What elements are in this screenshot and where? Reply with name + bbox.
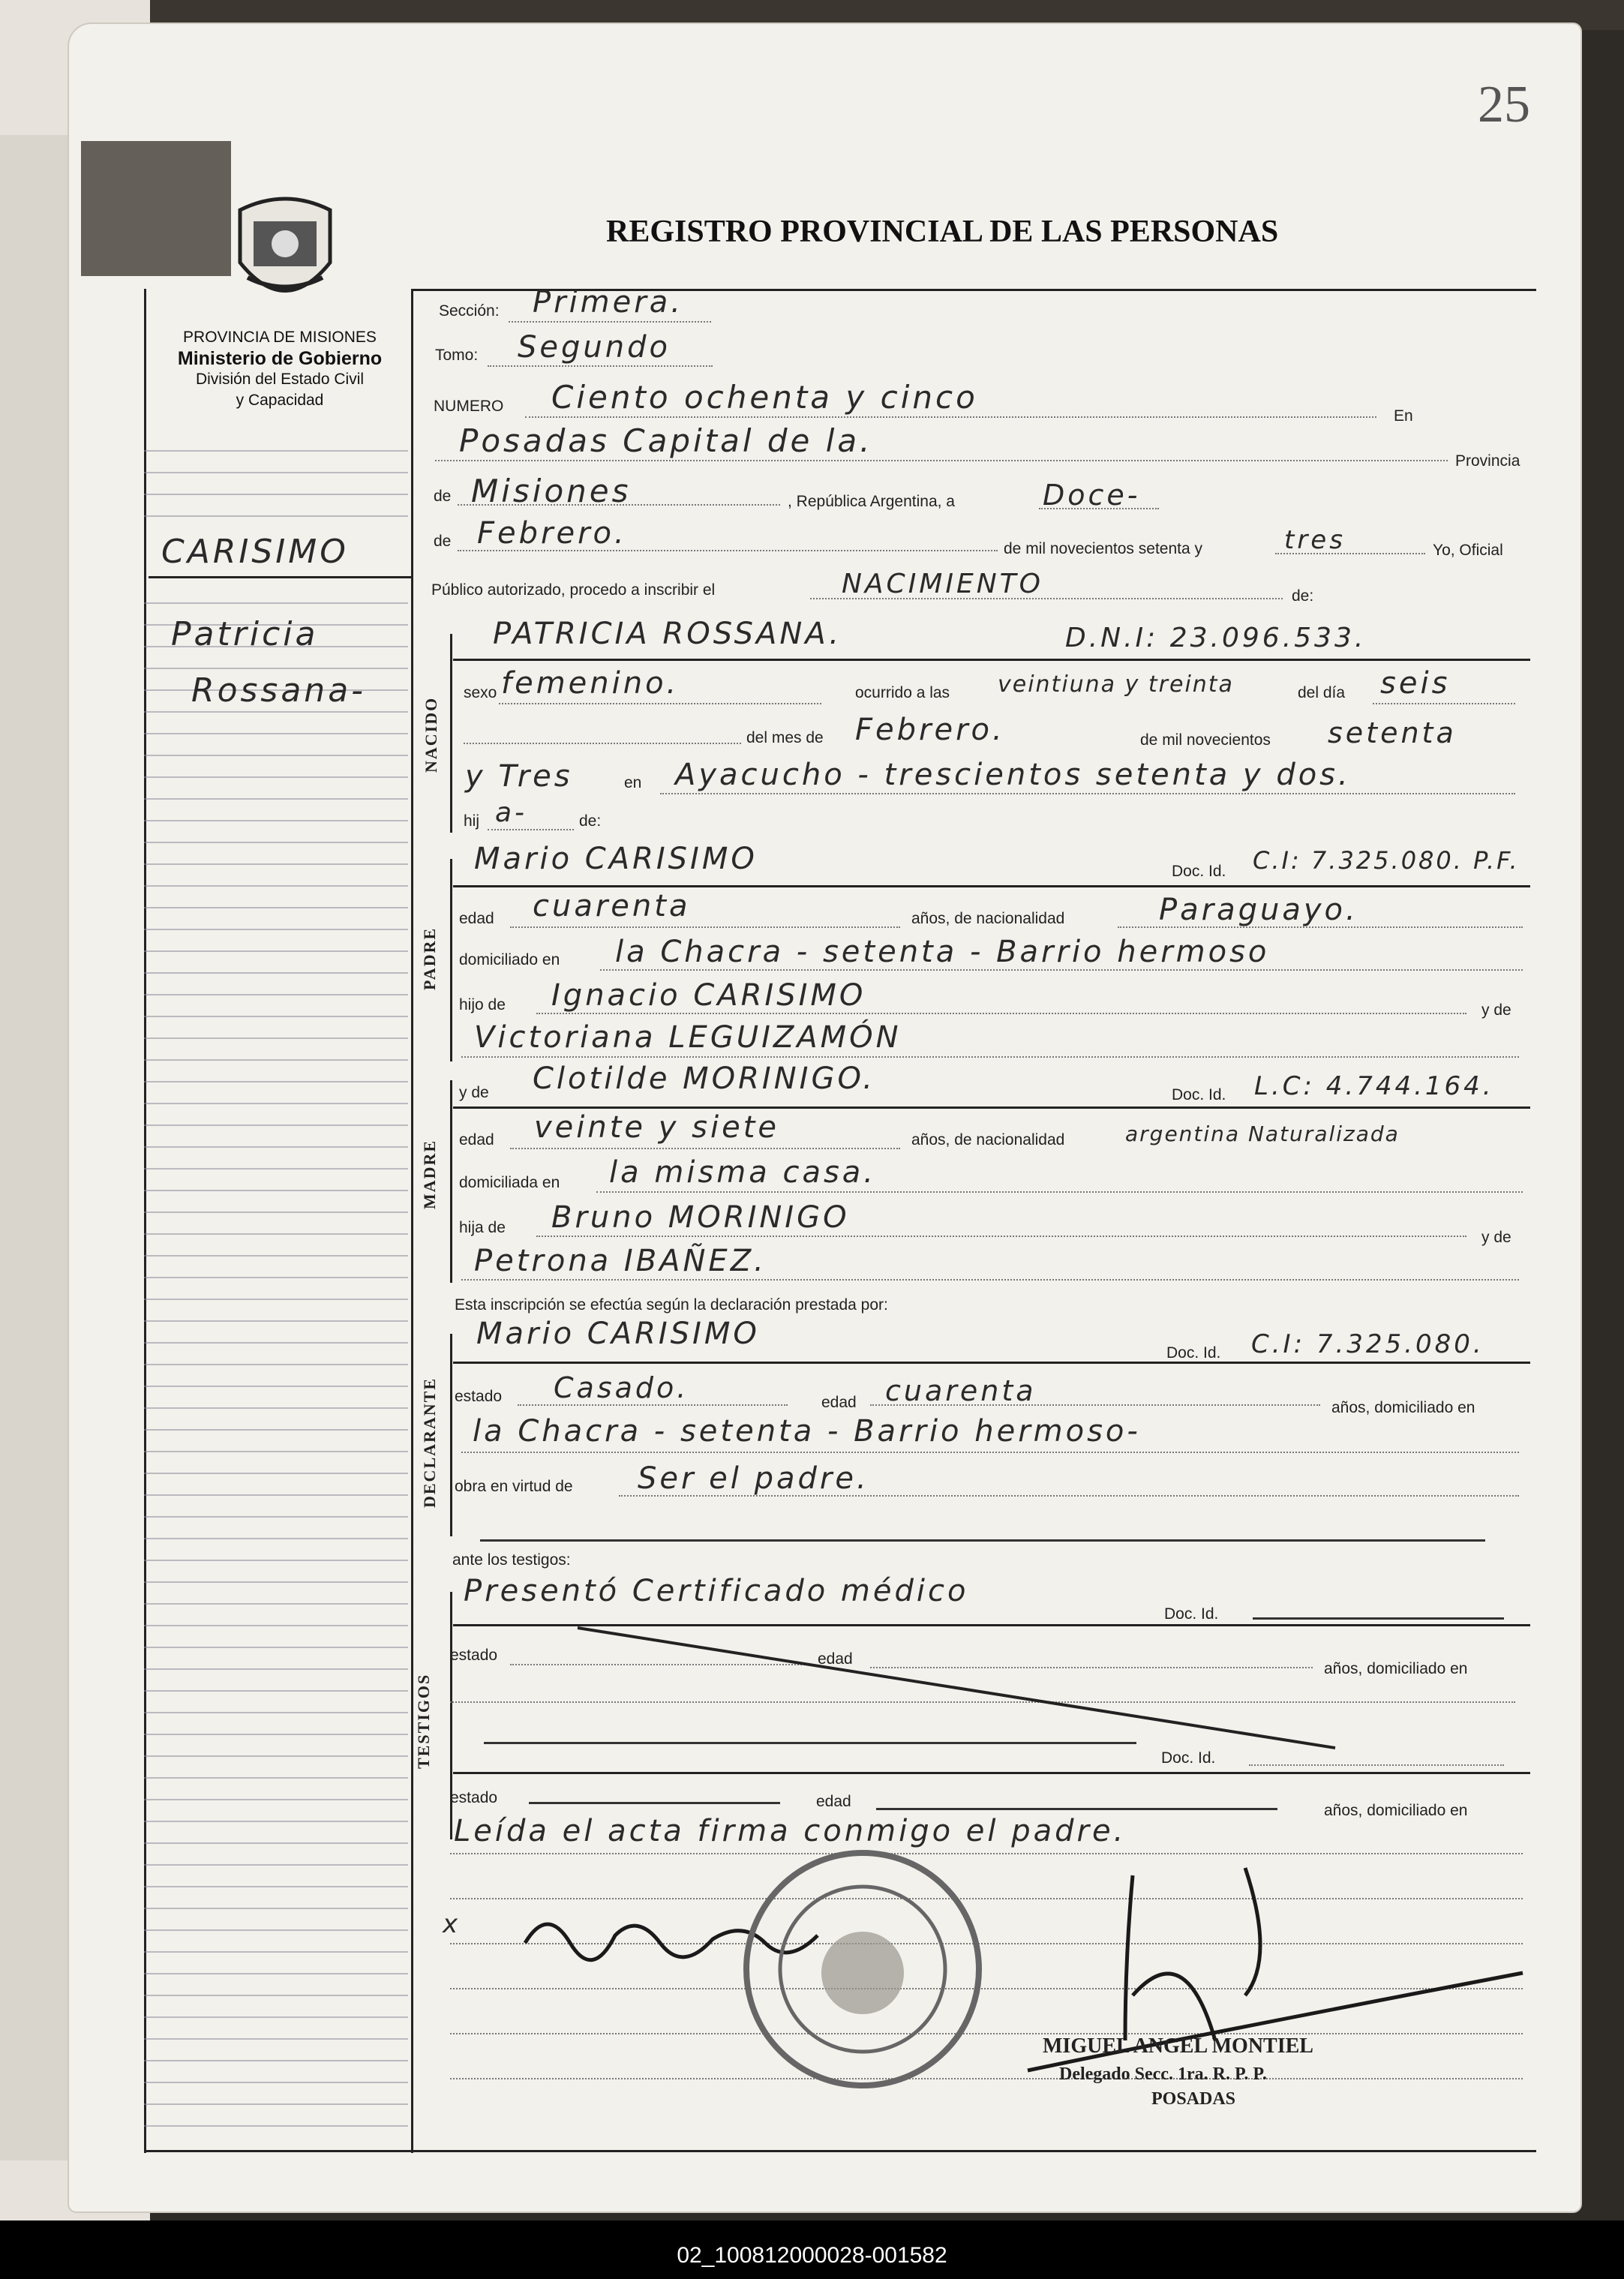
value-tomo: Segundo bbox=[518, 330, 671, 365]
margin-ruled-line bbox=[144, 1755, 408, 1757]
dotted-line bbox=[510, 926, 900, 928]
label-hijo-de: hijo de bbox=[459, 996, 506, 1013]
margin-ruled-line bbox=[144, 1908, 408, 1909]
margin-ruled-line bbox=[144, 1277, 408, 1278]
dotted-line bbox=[488, 829, 574, 830]
label-del-mes: del mes de bbox=[746, 729, 824, 746]
left-border bbox=[144, 289, 146, 2153]
dotted-line bbox=[660, 793, 1515, 794]
value-mother-mother: Petrona IBAÑEZ. bbox=[474, 1244, 767, 1278]
margin-ruled-line bbox=[144, 602, 408, 604]
dotted-line bbox=[488, 365, 713, 367]
margin-ruled-line bbox=[144, 1712, 408, 1713]
label-de-mil-2: de mil novecientos bbox=[1140, 731, 1271, 749]
value-act: NACIMIENTO bbox=[842, 569, 1043, 599]
margin-ruled-line bbox=[144, 972, 408, 974]
dotted-line bbox=[536, 1013, 1466, 1014]
margin-ruled-line bbox=[144, 907, 408, 908]
margin-ruled-line bbox=[144, 994, 408, 995]
value-provincia: Misiones bbox=[471, 473, 632, 509]
madre-top-rule bbox=[453, 1106, 1530, 1109]
dotted-line bbox=[525, 416, 1376, 418]
dotted-line bbox=[1118, 926, 1523, 928]
margin-ruled-line bbox=[144, 2125, 408, 2127]
page-number: 25 bbox=[1478, 76, 1530, 134]
padre-bracket bbox=[450, 859, 452, 1061]
label-tomo: Tomo: bbox=[435, 347, 479, 364]
value-witness-note: Presentó Certificado médico bbox=[464, 1574, 969, 1608]
label-ante-testigos: ante los testigos: bbox=[452, 1551, 571, 1569]
margin-ruled-line bbox=[144, 1255, 408, 1257]
value-birth-day: seis bbox=[1380, 666, 1451, 701]
label-anios-nac: años, de nacionalidad bbox=[911, 910, 1065, 927]
label-domiciliada: domiciliada en bbox=[459, 1174, 560, 1191]
value-declarant-dom: la Chacra - setenta - Barrio hermoso- bbox=[473, 1414, 1141, 1449]
value-father-dom: la Chacra - setenta - Barrio hermoso bbox=[615, 935, 1270, 969]
nacido-top-rule bbox=[453, 659, 1530, 661]
margin-ruled-line bbox=[144, 1625, 408, 1626]
margin-ruled-line bbox=[144, 1146, 408, 1148]
value-mother-age: veinte y siete bbox=[534, 1110, 779, 1145]
margin-ruled-line bbox=[144, 1821, 408, 1822]
margin-ruled-line bbox=[144, 863, 408, 865]
dotted-line bbox=[536, 1236, 1466, 1237]
label-anios-dom-2: años, domiciliado en bbox=[1324, 1660, 1468, 1677]
label-de-colon: de: bbox=[1292, 587, 1314, 605]
dotted-line bbox=[461, 1056, 1519, 1058]
margin-ruled-line bbox=[144, 1407, 408, 1409]
margin-ruled-line bbox=[144, 1734, 408, 1735]
margin-ruled-line bbox=[144, 950, 408, 952]
dotted-line bbox=[461, 1279, 1519, 1281]
margin-ruled-line bbox=[144, 1386, 408, 1387]
margin-ruled-line bbox=[144, 842, 408, 843]
side-label-nacido: NACIDO bbox=[422, 696, 440, 773]
margin-ruled-line bbox=[144, 1473, 408, 1474]
margin-ruled-line bbox=[144, 820, 408, 821]
margin-ruled-line bbox=[144, 1168, 408, 1170]
margin-ruled-line bbox=[144, 1059, 408, 1061]
margin-ruled-line bbox=[144, 494, 408, 495]
margin-ruled-line bbox=[144, 1842, 408, 1844]
margin-ruled-line bbox=[144, 1429, 408, 1431]
margin-ruled-line bbox=[144, 1864, 408, 1866]
margin-ruled-line bbox=[144, 1799, 408, 1800]
margin-ruled-line bbox=[144, 1973, 408, 1974]
label-doc-id-3: Doc. Id. bbox=[1166, 1344, 1221, 1362]
margin-ruled-line bbox=[144, 1538, 408, 1539]
margin-ruled-line bbox=[144, 1103, 408, 1104]
margin-ruled-line bbox=[144, 2016, 408, 2018]
margin-ruled-line bbox=[144, 1320, 408, 1322]
value-mother-doc: L.C: 4.744.164. bbox=[1254, 1071, 1494, 1101]
side-label-declarante: DECLARANTE bbox=[420, 1377, 439, 1508]
margin-ruled-line bbox=[144, 1690, 408, 1692]
value-numero: Ciento ochenta y cinco bbox=[551, 379, 978, 416]
margin-ruled-line bbox=[144, 755, 408, 756]
margin-ruled-line bbox=[144, 798, 408, 800]
margin-ruled-line bbox=[144, 1190, 408, 1191]
dotted-line bbox=[1373, 703, 1515, 704]
value-father-doc: C.I: 7.325.080. P.F. bbox=[1253, 846, 1520, 875]
surname-rule bbox=[149, 575, 411, 578]
value-declarant-age: cuarenta bbox=[885, 1374, 1037, 1407]
nacido-bracket bbox=[450, 634, 452, 833]
agency-block bbox=[147, 327, 413, 411]
dotted-line bbox=[518, 1404, 788, 1406]
margin-ruled-line bbox=[144, 1037, 408, 1039]
footer-image-id: 02_100812000028-001582 bbox=[677, 2243, 947, 2268]
dotted-line bbox=[600, 969, 1523, 971]
agency-line2: Ministerio de Gobierno bbox=[177, 348, 383, 369]
agency-line3: División del Estado Civil bbox=[195, 371, 365, 388]
testigos-mid-rule bbox=[453, 1772, 1530, 1774]
stamp-official-role: Delegado Secc. 1ra. R. P. P. bbox=[1059, 2064, 1267, 2084]
margin-surname: CARISIMO bbox=[161, 533, 349, 571]
margin-ruled-line bbox=[144, 1016, 408, 1017]
margin-ruled-line bbox=[144, 1364, 408, 1365]
margin-ruled-line bbox=[144, 1929, 408, 1931]
value-birth-year-a: setenta bbox=[1328, 716, 1457, 749]
margin-ruled-line bbox=[144, 2038, 408, 2040]
padre-top-rule bbox=[453, 885, 1530, 887]
margin-ruled-line bbox=[144, 1560, 408, 1561]
margin-ruled-line bbox=[144, 515, 408, 517]
dotted-line bbox=[464, 743, 741, 744]
margin-ruled-line bbox=[144, 1299, 408, 1300]
label-edad: edad bbox=[459, 910, 494, 927]
margin-ruled-line bbox=[144, 885, 408, 887]
margin-ruled-line bbox=[144, 1516, 408, 1518]
label-republica: , República Argentina, a bbox=[788, 493, 955, 510]
margin-ruled-line bbox=[144, 472, 408, 473]
label-doc-id: Doc. Id. bbox=[1172, 863, 1226, 880]
label-numero: NUMERO bbox=[434, 398, 504, 415]
label-hija-de: hija de bbox=[459, 1219, 506, 1236]
label-y-de-madre: y de bbox=[459, 1084, 489, 1101]
margin-ruled-line bbox=[144, 2103, 408, 2105]
label-obra: obra en virtud de bbox=[455, 1478, 573, 1495]
margin-ruled-line bbox=[144, 1342, 408, 1344]
coat-of-arms-icon bbox=[225, 191, 345, 315]
margin-ruled-line bbox=[144, 1951, 408, 1953]
value-declarant-reason: Ser el padre. bbox=[638, 1461, 869, 1496]
value-sexo: femenino. bbox=[501, 666, 680, 701]
label-en-2: en bbox=[624, 774, 642, 791]
blank-line bbox=[876, 1808, 1277, 1810]
value-mother-father: Bruno MORINIGO bbox=[551, 1200, 850, 1235]
value-child-dni: D.N.I: 23.096.533. bbox=[1065, 623, 1367, 653]
value-hour: veintiuna y treinta bbox=[998, 671, 1234, 698]
blank-line bbox=[529, 1802, 780, 1804]
dotted-line bbox=[509, 321, 711, 323]
label-doc-id-2: Doc. Id. bbox=[1172, 1086, 1226, 1103]
margin-ruled-line bbox=[144, 1124, 408, 1126]
margin-ruled-line bbox=[144, 1995, 408, 1996]
label-doc-id-5: Doc. Id. bbox=[1161, 1749, 1216, 1767]
dotted-line bbox=[458, 550, 998, 551]
margin-ruled-line bbox=[144, 1581, 408, 1583]
value-birth-year-b: y Tres bbox=[465, 759, 573, 794]
signature-x-mark: x bbox=[443, 1909, 461, 1939]
dotted-line bbox=[1249, 1764, 1504, 1766]
margin-ruled-line bbox=[144, 1212, 408, 1213]
value-declarant-doc: C.I: 7.325.080. bbox=[1251, 1329, 1484, 1359]
margin-ruled-line bbox=[144, 1668, 408, 1670]
dotted-line bbox=[499, 703, 821, 704]
label-estado: estado bbox=[455, 1388, 503, 1405]
margin-ruled-line bbox=[144, 1233, 408, 1235]
label-domiciliado: domiciliado en bbox=[459, 951, 560, 968]
value-declarant-name: Mario CARISIMO bbox=[476, 1317, 760, 1351]
value-closing: Leída el acta firma conmigo el padre. bbox=[454, 1814, 1127, 1848]
side-label-testigos: TESTIGOS bbox=[414, 1673, 433, 1769]
official-seal-icon bbox=[739, 1842, 986, 2097]
dotted-line bbox=[435, 460, 1448, 461]
value-place: Posadas Capital de la. bbox=[459, 422, 873, 459]
value-birth-month: Febrero. bbox=[855, 713, 1005, 747]
label-de-mil: de mil novecientos setenta y bbox=[1004, 540, 1202, 557]
value-mother-name: Clotilde MORINIGO. bbox=[533, 1061, 876, 1096]
dotted-line bbox=[1275, 553, 1425, 554]
value-mother-nat: argentina Naturalizada bbox=[1125, 1121, 1400, 1146]
value-child-name: PATRICIA ROSSANA. bbox=[493, 617, 842, 651]
bottom-border bbox=[144, 2150, 1536, 2152]
dotted-line bbox=[870, 1404, 1320, 1406]
label-ocurrido: ocurrido a las bbox=[855, 684, 950, 701]
label-yo-oficial: Yo, Oficial bbox=[1433, 542, 1503, 559]
label-estado-2: estado bbox=[450, 1647, 498, 1664]
label-y-de: y de bbox=[1481, 1001, 1511, 1019]
value-father-mother: Victoriana LEGUIZAMÓN bbox=[474, 1020, 902, 1055]
agency-line1: PROVINCIA DE MISIONES bbox=[183, 329, 377, 346]
margin-ruled-line bbox=[144, 1603, 408, 1605]
margin-ruled-line bbox=[144, 1647, 408, 1648]
label-esta-inscripcion: Esta inscripción se efectúa según la declaración prestada por: bbox=[455, 1296, 888, 1314]
value-father-nat: Paraguayo. bbox=[1159, 893, 1358, 927]
value-year: tres bbox=[1284, 525, 1346, 555]
label-edad-2: edad bbox=[459, 1131, 494, 1149]
label-doc-id-4: Doc. Id. bbox=[1164, 1605, 1219, 1623]
value-seccion: Primera. bbox=[533, 285, 683, 320]
margin-ruled-line bbox=[144, 1777, 408, 1779]
margin-ruled-line bbox=[144, 733, 408, 734]
dotted-line bbox=[461, 1452, 1519, 1453]
label-edad-3: edad bbox=[821, 1394, 857, 1411]
label-en: En bbox=[1394, 407, 1413, 425]
label-del-dia: del día bbox=[1298, 684, 1346, 701]
value-birth-place: Ayacucho - trescientos setenta y dos. bbox=[675, 758, 1351, 792]
value-month: Febrero. bbox=[477, 516, 627, 551]
margin-ruled-line bbox=[144, 2082, 408, 2083]
blank-line bbox=[1253, 1617, 1504, 1620]
margin-ruled-line bbox=[144, 776, 408, 778]
margin-ruled-line bbox=[144, 2060, 408, 2061]
value-father-father: Ignacio CARISIMO bbox=[551, 978, 866, 1013]
side-label-padre: PADRE bbox=[420, 926, 439, 990]
label-anios-dom: años, domiciliado en bbox=[1331, 1399, 1475, 1416]
label-provincia: Provincia bbox=[1455, 452, 1520, 470]
margin-ruled-line bbox=[144, 929, 408, 930]
value-mother-dom: la misma casa. bbox=[609, 1155, 877, 1190]
label-anios-dom-3: años, domiciliado en bbox=[1324, 1802, 1468, 1819]
dotted-line bbox=[810, 598, 1283, 599]
dotted-line bbox=[619, 1495, 1519, 1497]
dotted-line bbox=[596, 1191, 1523, 1193]
label-anios-nac-2: años, de nacionalidad bbox=[911, 1131, 1065, 1149]
blank-strike-line bbox=[480, 1539, 1485, 1542]
label-seccion: Sección: bbox=[439, 302, 500, 320]
margin-ruled-line bbox=[144, 1886, 408, 1887]
label-y-de-3: y de bbox=[1481, 1229, 1511, 1246]
dotted-line bbox=[510, 1148, 900, 1149]
value-father-age: cuarenta bbox=[533, 889, 691, 923]
column-divider bbox=[411, 289, 413, 2153]
binding-tape bbox=[81, 141, 231, 276]
label-edad-5: edad bbox=[816, 1793, 851, 1810]
label-de-colon-2: de: bbox=[579, 812, 602, 830]
madre-bracket bbox=[450, 1080, 452, 1283]
side-label-madre: MADRE bbox=[420, 1139, 439, 1209]
label-hij: hij bbox=[464, 812, 480, 830]
stamp-official-city: POSADAS bbox=[1151, 2089, 1236, 2109]
label-de: de bbox=[434, 488, 452, 505]
margin-ruled-line bbox=[144, 711, 408, 713]
form-title: REGISTRO PROVINCIAL DE LAS PERSONAS bbox=[606, 215, 1279, 249]
value-day: Doce- bbox=[1043, 479, 1141, 512]
value-declarant-status: Casado. bbox=[554, 1371, 689, 1404]
value-father-name: Mario CARISIMO bbox=[474, 842, 758, 876]
declarante-top-rule bbox=[453, 1362, 1530, 1364]
agency-line4: y Capacidad bbox=[236, 392, 324, 409]
margin-ruled-line bbox=[144, 668, 408, 669]
label-sexo: sexo bbox=[464, 684, 497, 701]
margin-ruled-line bbox=[144, 450, 408, 452]
witness-strikethrough bbox=[570, 1620, 1343, 1755]
stamp-official-name: MIGUEL ANGEL MONTIEL bbox=[1043, 2034, 1313, 2058]
dotted-line bbox=[458, 504, 780, 506]
dotted-line bbox=[1039, 508, 1159, 509]
declarante-bracket bbox=[450, 1334, 452, 1536]
margin-ruled-line bbox=[144, 1494, 408, 1496]
label-de-2: de bbox=[434, 533, 452, 550]
label-edad-4: edad bbox=[818, 1650, 853, 1668]
margin-ruled-line bbox=[144, 1081, 408, 1082]
value-hijo-suffix: a- bbox=[495, 797, 528, 828]
margin-name-line2: Rossana- bbox=[191, 671, 367, 710]
label-publico: Público autorizado, procedo a inscribir el bbox=[431, 581, 716, 599]
margin-name-line1: Patricia bbox=[171, 615, 319, 653]
label-estado-3: estado bbox=[450, 1789, 498, 1806]
margin-ruled-line bbox=[144, 1451, 408, 1452]
